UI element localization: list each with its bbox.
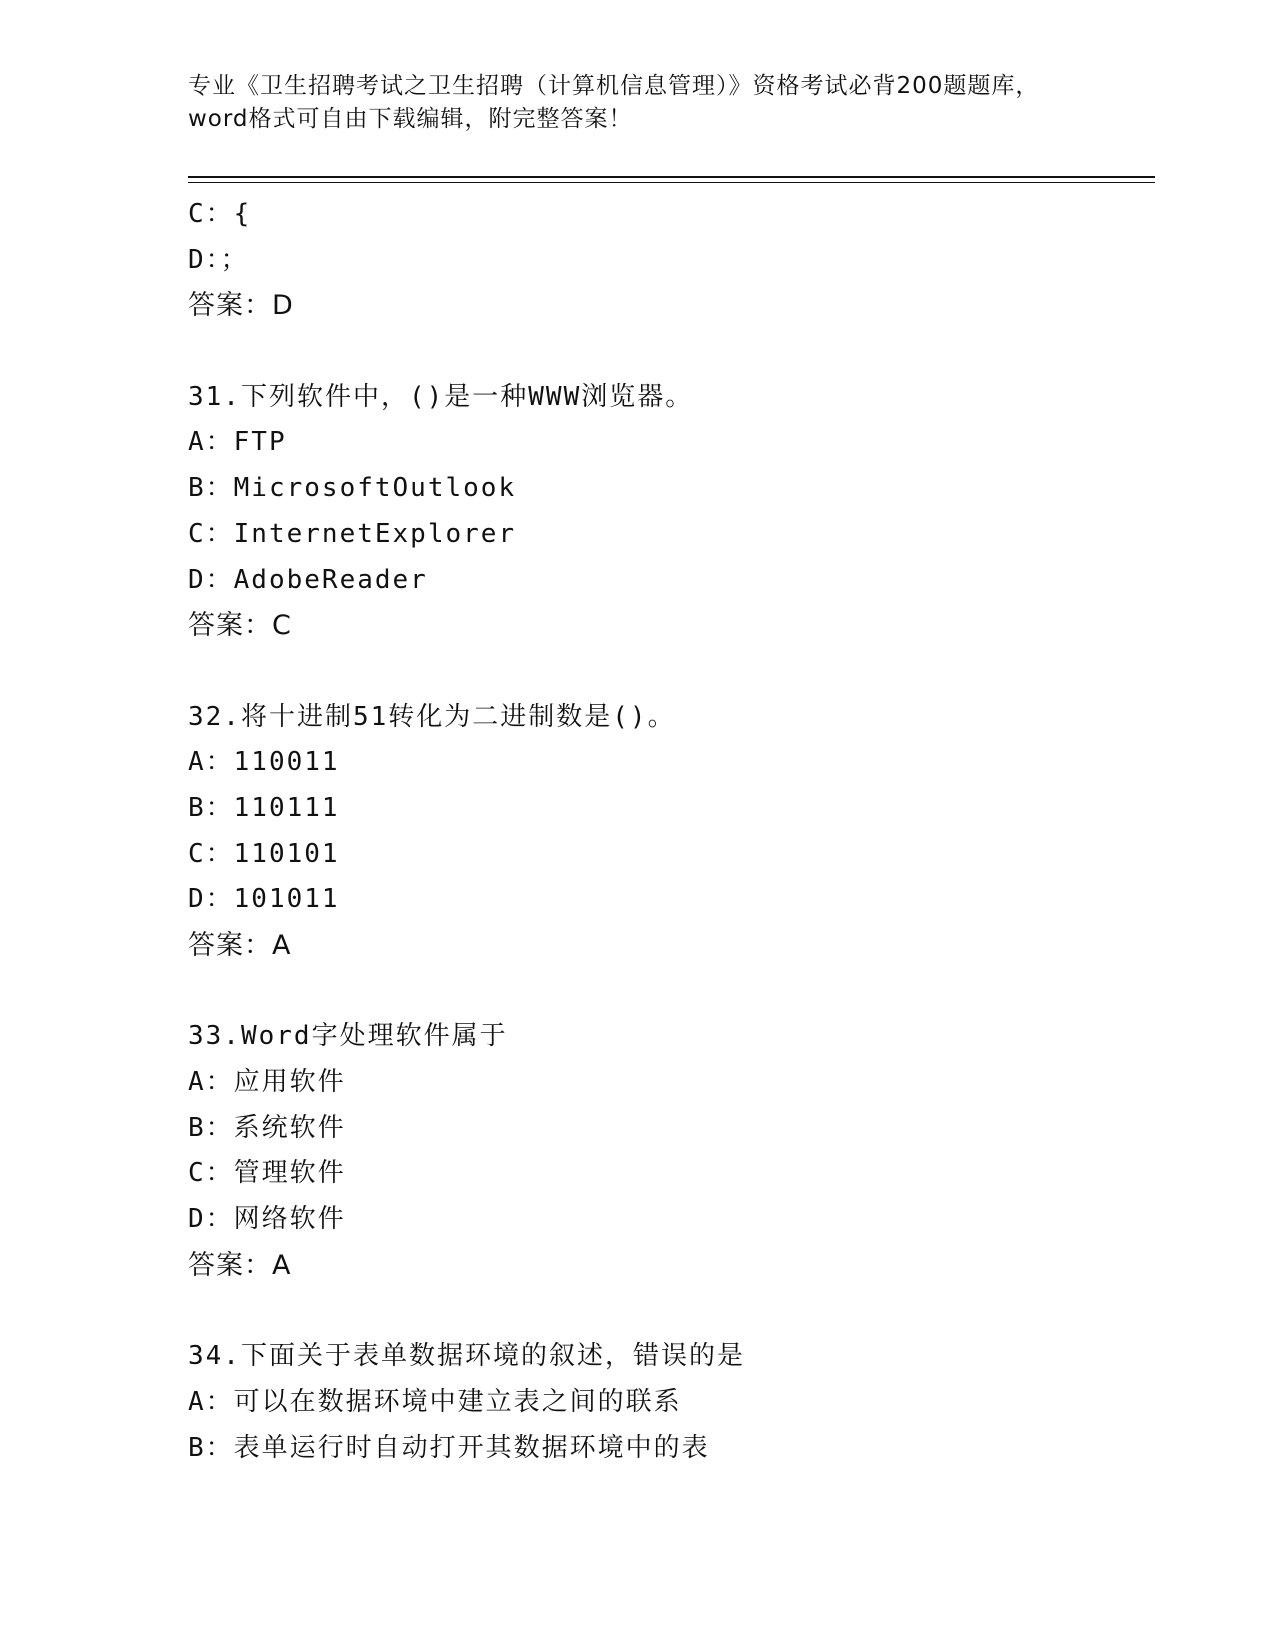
- question-stem: 33.Word字处理软件属于: [188, 1021, 508, 1052]
- header-title-line-1: 专业《卫生招聘考试之卫生招聘（计算机信息管理）》资格考试必背200题题库，: [188, 73, 1040, 99]
- header-divider-thin: [188, 182, 1155, 183]
- spacer: [188, 649, 1148, 695]
- option-c: C：110101: [188, 838, 340, 869]
- question-stem: 31.下列软件中，()是一种WWW浏览器。: [188, 381, 694, 412]
- header-divider-thick: [188, 176, 1155, 178]
- question-32: [188, 695, 1148, 969]
- option-d: D：；: [188, 244, 249, 275]
- option-d: D：AdobeReader: [188, 564, 428, 595]
- document-header: [188, 70, 1068, 136]
- option-a: A：可以在数据环境中建立表之间的联系: [188, 1386, 682, 1417]
- question-list: [188, 192, 1148, 1471]
- answer-line: 答案：C: [188, 610, 292, 642]
- answer-line: 答案：A: [188, 1249, 292, 1281]
- option-b: B：表单运行时自动打开其数据环境中的表: [188, 1432, 710, 1463]
- question-stem: 32.将十进制51转化为二进制数是()。: [188, 701, 676, 732]
- option-b: B：系统软件: [188, 1112, 346, 1143]
- carryover-block: [188, 192, 1148, 329]
- question-stem: 34.下面关于表单数据环境的叙述，错误的是: [188, 1341, 745, 1372]
- option-b: B：110111: [188, 792, 340, 823]
- header-title-line-2: word格式可自由下载编辑，附完整答案！: [188, 106, 633, 132]
- option-d: D：101011: [188, 884, 340, 915]
- option-a: A：FTP: [188, 427, 287, 458]
- question-31: [188, 375, 1148, 649]
- option-d: D：网络软件: [188, 1204, 346, 1235]
- question-34: [188, 1334, 1148, 1471]
- option-a: A：应用软件: [188, 1067, 346, 1098]
- answer-line: 答案：D: [188, 290, 294, 322]
- option-b: B：MicrosoftOutlook: [188, 473, 517, 504]
- spacer: [188, 969, 1148, 1015]
- answer-line: 答案：A: [188, 930, 292, 961]
- question-33: [188, 1014, 1148, 1288]
- option-c: C：{: [188, 199, 252, 229]
- spacer: [188, 1289, 1148, 1335]
- option-c: C：管理软件: [188, 1158, 346, 1189]
- option-c: C：InternetExplorer: [188, 518, 517, 549]
- spacer: [188, 329, 1148, 375]
- option-a: A：110011: [188, 747, 340, 778]
